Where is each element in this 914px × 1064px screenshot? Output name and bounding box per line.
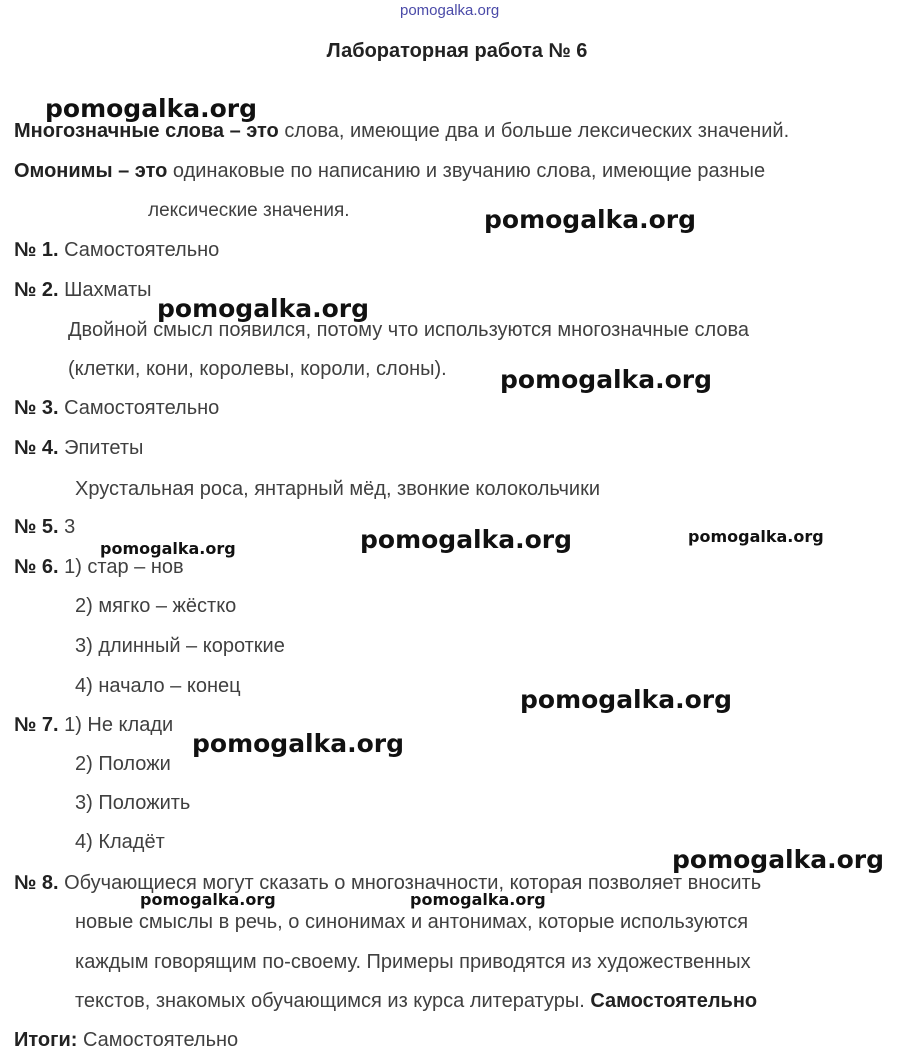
task-1-number: № 1. [14,239,59,261]
watermark: pomogalka.org [688,527,824,546]
task-2-explanation-line-2: (клетки, кони, королевы, короли, слоны). [68,358,447,380]
summary-text: Самостоятельно [77,1029,239,1051]
task-2-answer: Шахматы [58,279,152,301]
watermark: pomogalka.org [500,365,713,394]
task-7-item: 4) Кладёт [75,831,165,853]
task-5-answer: 3 [58,516,76,538]
site-url: pomogalka.org [400,2,500,19]
watermark: pomogalka.org [140,890,276,909]
watermark: pomogalka.org [192,729,405,758]
task-8-line-bold: Самостоятельно [590,990,758,1012]
watermark: pomogalka.org [45,94,258,123]
task-8-line: новые смыслы в речь, о синонимах и антонимах, которые используются [75,911,749,933]
task-8-number: № 8. [14,872,59,894]
watermark: pomogalka.org [100,539,236,558]
homonyms-text: одинаковые по написанию и звучанию слова, имеющие разные [167,160,766,182]
homonyms-text-continued: лексические значения. [148,200,350,221]
task-6 [14,555,184,579]
summary-label: Итоги: [14,1029,78,1051]
task-6-item: 2) мягко – жёстко [75,595,237,617]
task-6-item: 4) начало – конец [75,675,241,697]
watermark: pomogalka.org [410,890,546,909]
task-3-answer: Самостоятельно [58,397,220,419]
task-6-item: 1) стар – нов [64,556,184,578]
watermark: pomogalka.org [360,525,573,554]
task-8 [14,871,761,895]
task-4-answer: Эпитеты [58,437,144,459]
watermark: pomogalka.org [520,685,733,714]
task-8-line-text: текстов, знакомых обучающимся из курса литературы. [75,990,591,1012]
task-4-number: № 4. [14,437,59,459]
page-title: Лабораторная работа № 6 [326,40,588,62]
task-7-item: 3) Положить [75,792,191,814]
task-2-explanation-line-1: Двойной смысл появился, потому что используются многозначные слова [68,319,750,341]
task-4-examples: Хрустальная роса, янтарный мёд, звонкие колокольчики [75,478,600,500]
task-1-answer: Самостоятельно [58,239,220,261]
task-5-number: № 5. [14,516,59,538]
watermark: pomogalka.org [157,294,370,323]
polysemy-text: слова, имеющие два и больше лексических значений. [278,120,790,142]
task-3-number: № 3. [14,397,59,419]
task-1 [14,238,219,262]
watermark: pomogalka.org [484,205,697,234]
task-8-line [75,989,757,1013]
homonyms-definition [14,159,765,183]
task-2 [14,278,152,302]
task-8-line: Обучающиеся могут сказать о многозначности, которая позволяет вносить [58,872,762,894]
homonyms-term: Омонимы – это [14,160,168,182]
task-7-number: № 7. [14,714,59,736]
summary [14,1028,238,1052]
task-6-item: 3) длинный – короткие [75,635,285,657]
task-7-item: 2) Положи [75,753,171,775]
task-3 [14,396,219,420]
task-7 [14,713,173,737]
task-8-line: каждым говорящим по-своему. Примеры приводятся из художественных [75,951,751,973]
task-2-number: № 2. [14,279,59,301]
task-4 [14,436,143,460]
task-5 [14,515,75,539]
task-6-number: № 6. [14,556,59,578]
task-7-item: 1) Не клади [64,714,174,736]
watermark: pomogalka.org [672,845,885,874]
polysemy-term: Многозначные слова – это [14,120,279,142]
